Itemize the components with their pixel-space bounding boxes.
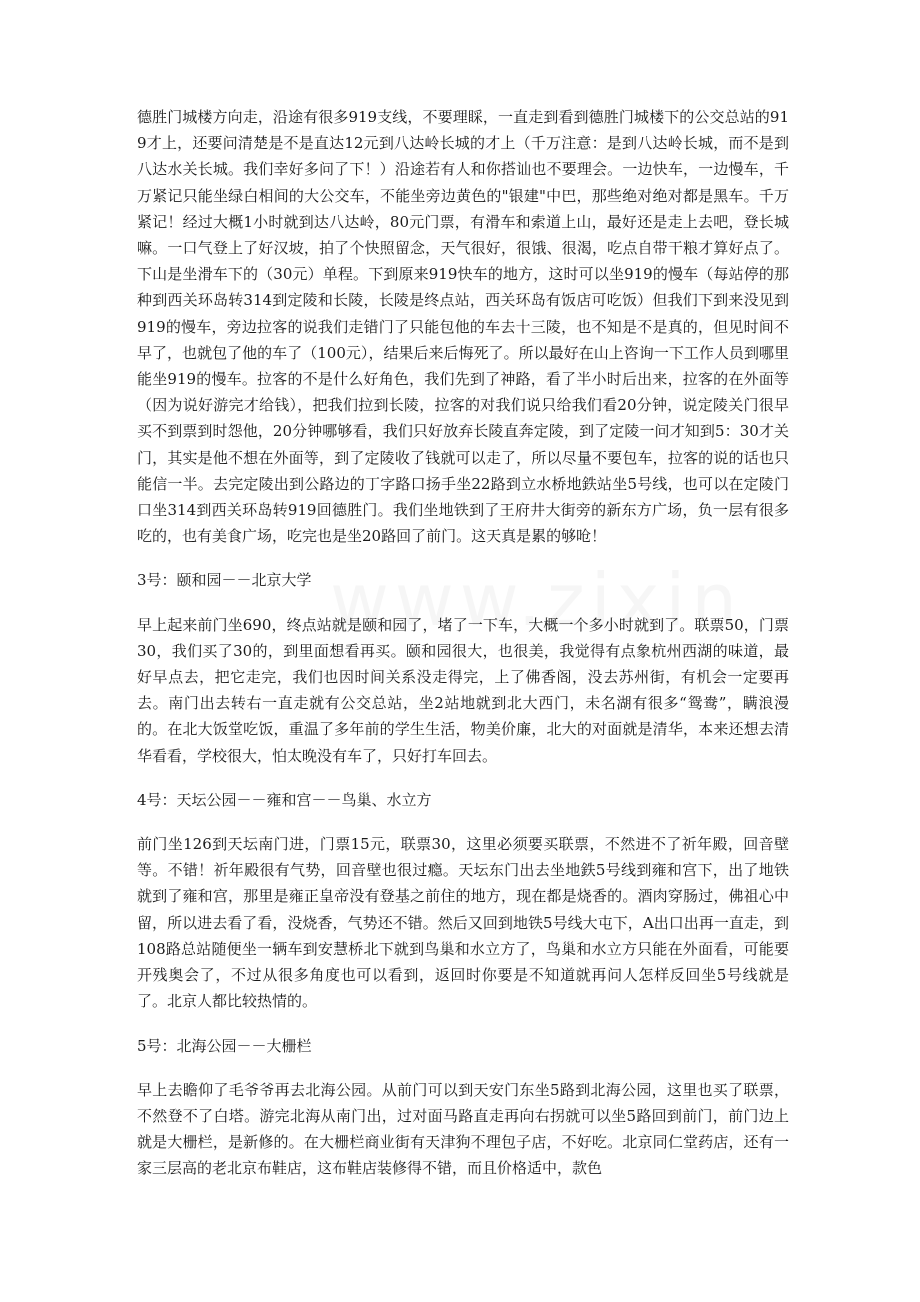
paragraph-day3: 早上起来前门坐690，终点站就是颐和园了，堵了一下车，大概一个多小时就到了。联票50，门票30，我们买了30的，到里面想看再买。颐和园很大，也很美，我觉得有点象杭州西湖的味道，最好早点去，把它走完，我们也因时间关系没走得完，上了佛香阁，没去苏州街，有机会一定要再去。南门出去转右一直走就有公交总站，坐2站地就到北大西门，未名湖有很多“鸳鸯”，瞒浪漫的。在北大饭堂吃饭，重温了多年前的学生生活，物美价廉，北大的对面就是清华，本来还想去清华看看，学校很大，怕太晚没有车了，只好打车回去。	[137, 615, 789, 765]
paragraph-day4: 前门坐126到天坛南门进，门票15元，联票30，这里必须要买联票，不然进不了祈年殿，回音壁等。不错！祈年殿很有气势，回音壁也很过瘾。天坛东门出去坐地鉄5号线到雍和宫下，出了地铁就到了雍和宫，那里是雍正皇帝没有登基之前住的地方，现在都是烧香的。酒肉穿肠过，佛祖心中留，所以进去看了看，没烧香，气势还不错。然后又回到地铁5号线大屯下，A出口出再一直走，到108路总站随便坐一辆车到安慧桥北下就到鸟巢和水立方了，鸟巢和水立方只能在外面看，可能要开残奥会了，不过从很多角度也可以看到，返回时你要是不知道就再问人怎样反回坐5号线就是了。北京人都比较热情的。	[137, 835, 789, 1011]
paragraph-day2: 德胜门城楼方向走，沿途有很多919支线，不要理睬，一直走到看到德胜门城楼下的公交总站的919才上，还要问清楚是不是直达12元到八达岭长城的才上（千万注意：是到八达岭长城，而不是到八达水关长城。我们幸好多问了下！）沿途若有人和你搭讪也不要理会。一边快车，一边慢车，千万紧记只能坐绿白相间的大公交车，不能坐旁边黄色的"银建"中巴，那些绝对绝对都是黑车。千万紧记！经过大概1小时就到达八达岭，80元门票，有滑车和索道上山，最好还是走上去吧，登长城嘛。一口气登上了好汉坡，拍了个快照留念，天气很好，很饿、很渴，吃点自带干粮才算好点了。下山是坐滑车下的（30元）单程。下到原来919快车的地方，这时可以坐919的慢车（每站停的那种到西关环岛转314到定陵和长陵，长陵是终点站，西关环岛有饭店可吃饭）但我们下到来没见到919的慢车，旁边拉客的说我们走错门了只能包他的车去十三陵，也不知是不是真的，但见时间不早了，也就包了他的车了（100元），结果后来后悔死了。所以最好在山上咨询一下工作人员到哪里能坐919的慢车。拉客的不是什么好角色，我们先到了神路，看了半小时后出来，拉客的在外面等（因为说好游完才给钱），把我们拉到长陵，拉客的对我们说只给我们看20分钟，说定陵关门很早买不到票到时怨他，20分钟哪够看，我们只好放弃长陵直奔定陵，到了定陵一问才知到5：30才关门，其实是他不想在外面等，到了定陵收了钱就可以走了，所以尽量不要包车，拉客的说的话也只能信一半。去完定陵出到公路边的丁字路口扬手坐22路到立水桥地鉄站坐5号线，也可以在定陵门口坐314到西关环岛转919回德胜门。我们坐地铁到了王府井大街旁的新东方广场，负一层有很多吃的，也有美食广场，吃完也是坐20路回了前门。这天真是累的够呛！	[137, 108, 789, 546]
heading-day5: 5号：北海公园－－大栅栏	[137, 1036, 312, 1055]
heading-day4: 4号：天坛公园－－雍和宫－－鸟巢、水立方	[137, 790, 432, 809]
heading-day3: 3号：颐和园－－北京大学	[137, 571, 312, 590]
paragraph-day5: 早上去瞻仰了毛爷爷再去北海公园。从前门可以到天安门东坐5路到北海公园，这里也买了联票，不然登不了白塔。游完北海从南门出，过对面马路直走再向右拐就可以坐5路回到前门，前门边上就是大栅栏，是新修的。在大栅栏商业街有天津狗不理包子店，不好吃。北京同仁堂药店，还有一家三层高的老北京布鞋店，这布鞋店装修得不错，而且价格适中，款色	[137, 1080, 789, 1178]
document-body	[137, 104, 789, 1200]
